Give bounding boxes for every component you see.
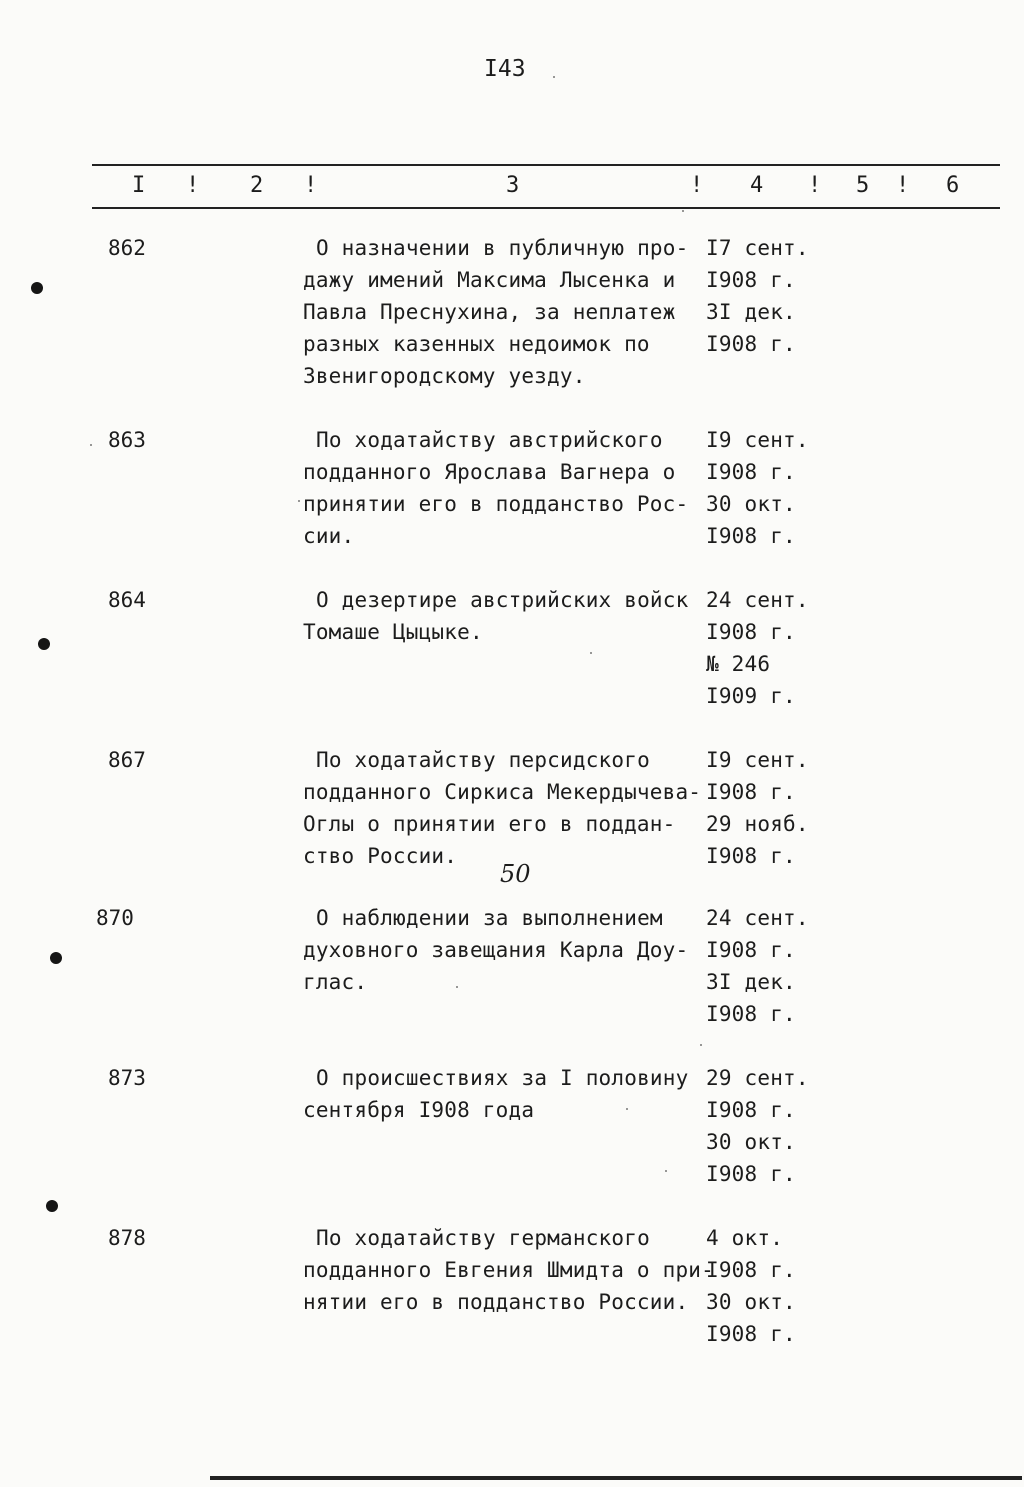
entry-title-line: разных казенных недоимок по (303, 332, 650, 356)
header-col1: I (132, 173, 146, 198)
entry-date-line: 3I дек. (706, 300, 796, 324)
entry-number: 862 (108, 236, 146, 260)
entry-number: 867 (108, 748, 146, 772)
header-separator: ! (690, 173, 704, 198)
scan-speck (553, 76, 555, 78)
entry-title-line: По ходатайству германского (316, 1226, 650, 1250)
punch-hole (31, 282, 43, 294)
header-col3: 3 (506, 173, 520, 198)
entry-title-line: Томаше Цыцыке. (303, 620, 483, 644)
entry-date-line: 3I дек. (706, 970, 796, 994)
entry-date-line: I908 г. (706, 1162, 796, 1186)
entry-number: 878 (108, 1226, 146, 1250)
page-number: I43 (484, 56, 526, 82)
header-col2: 2 (250, 173, 264, 198)
entry-title-line: сии. (303, 524, 355, 548)
scan-speck (90, 444, 92, 446)
punch-hole (38, 638, 50, 650)
entry-date-line: I908 г. (706, 844, 796, 868)
entry-title-line: духовного завещания Карла Доу- (303, 938, 689, 962)
punch-hole (50, 952, 62, 964)
entry-title-line: подданного Сиркиса Мекердычева- (303, 780, 702, 804)
header-separator: ! (808, 173, 822, 198)
entry-date-line: I908 г. (706, 1322, 796, 1346)
header-separator: ! (896, 173, 910, 198)
entry-title-line: дажу имений Максима Лысенка и (303, 268, 676, 292)
entry-date-line: 24 сент. (706, 588, 809, 612)
entry-date-line: I908 г. (706, 1098, 796, 1122)
entry-title-line: Звенигородскому уезду. (303, 364, 586, 388)
entry-title-line: По ходатайству австрийского (316, 428, 663, 452)
header-bottom-rule (92, 207, 1000, 209)
entry-date-line: I9 сент. (706, 428, 809, 452)
entry-date-line: I908 г. (706, 620, 796, 644)
entry-date-line: 24 сент. (706, 906, 809, 930)
scan-speck (700, 1044, 702, 1046)
entry-date-line: № 246 (706, 652, 771, 676)
entry-date-line: I908 г. (706, 332, 796, 356)
entry-number: 864 (108, 588, 146, 612)
bottom-rule (210, 1476, 1022, 1480)
entry-date-line: I908 г. (706, 780, 796, 804)
entry-date-line: I908 г. (706, 268, 796, 292)
entry-number: 863 (108, 428, 146, 452)
entry-title-line: О дезертире австрийских войск (316, 588, 689, 612)
entry-title-line: Павла Преснухина, за неплатеж (303, 300, 676, 324)
scan-speck (590, 652, 592, 654)
scan-speck (626, 1108, 628, 1110)
entry-title-line: О наблюдении за выполнением (316, 906, 663, 930)
entry-title-line: сентября I908 года (303, 1098, 535, 1122)
entry-date-line: 30 окт. (706, 492, 796, 516)
scan-speck (682, 210, 684, 212)
entry-title-line: нятии его в подданство России. (303, 1290, 689, 1314)
scan-speck (298, 500, 300, 502)
entry-title-line: глас. (303, 970, 368, 994)
entry-date-line: I9 сент. (706, 748, 809, 772)
entry-title-line: ство России. (303, 844, 458, 868)
header-separator: ! (186, 173, 200, 198)
entry-date-line: 29 нояб. (706, 812, 809, 836)
header-top-rule (92, 164, 1000, 166)
entry-date-line: I908 г. (706, 1002, 796, 1026)
entry-title-line: О происшествиях за I половину (316, 1066, 689, 1090)
scan-speck (665, 1170, 667, 1172)
entry-date-line: 4 окт. (706, 1226, 784, 1250)
entry-title-line: подданного Евгения Шмидта о при- (303, 1258, 714, 1282)
punch-hole (46, 1200, 58, 1212)
entry-date-line: I7 сент. (706, 236, 809, 260)
header-col6: 6 (946, 173, 960, 198)
entry-title-line: По ходатайству персидского (316, 748, 650, 772)
header-separator: ! (304, 173, 318, 198)
entry-title-line: принятии его в подданство Рос- (303, 492, 689, 516)
entry-date-line: I908 г. (706, 524, 796, 548)
entry-date-line: I909 г. (706, 684, 796, 708)
entry-date-line: 30 окт. (706, 1130, 796, 1154)
header-col5: 5 (856, 173, 870, 198)
entry-date-line: 30 окт. (706, 1290, 796, 1314)
entry-number: 870 (96, 906, 134, 930)
scan-speck (456, 986, 458, 988)
entry-number: 873 (108, 1066, 146, 1090)
entry-title-line: О назначении в публичную про- (316, 236, 689, 260)
entry-date-line: 29 сент. (706, 1066, 809, 1090)
header-col4: 4 (750, 173, 764, 198)
entry-date-line: I908 г. (706, 1258, 796, 1282)
entry-title-line: подданного Ярослава Вагнера о (303, 460, 676, 484)
entry-title-line: Оглы о принятии его в поддан- (303, 812, 676, 836)
entry-date-line: I908 г. (706, 460, 796, 484)
handwritten-note: 50 (500, 860, 531, 888)
entry-date-line: I908 г. (706, 938, 796, 962)
